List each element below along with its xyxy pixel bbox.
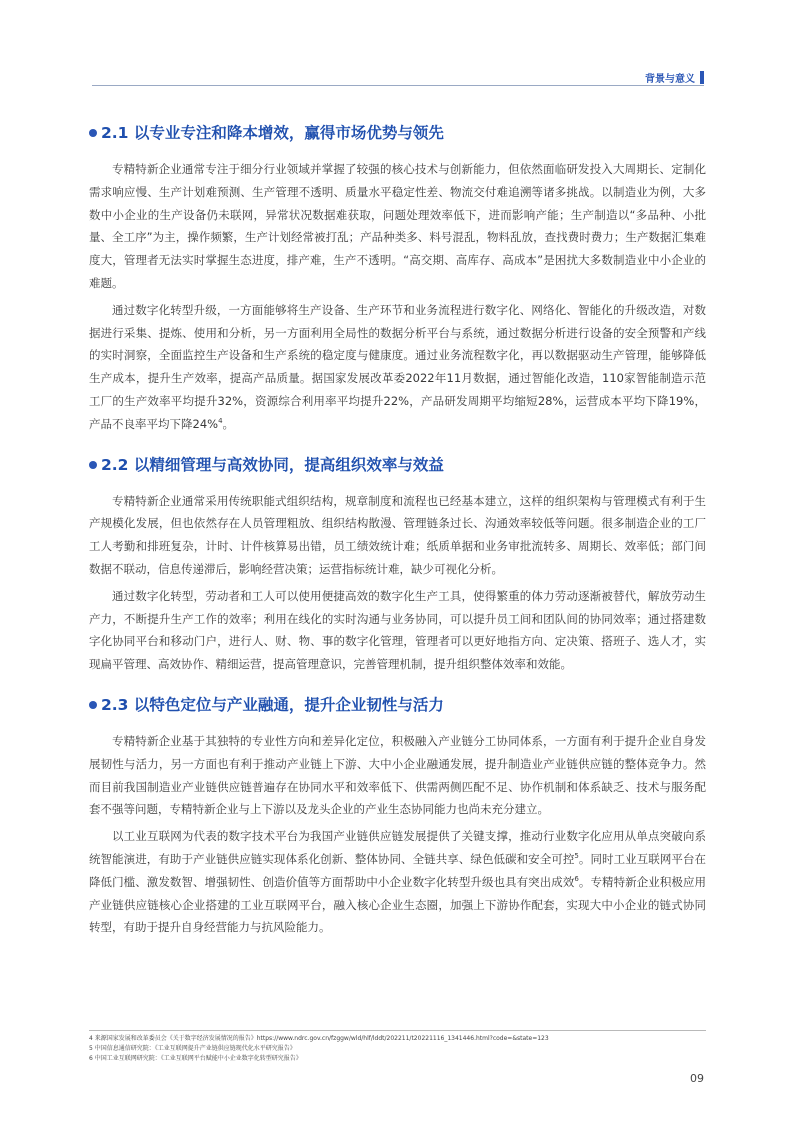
header-rule [92, 85, 704, 86]
section-heading [89, 454, 706, 476]
header-section-tag [645, 70, 704, 85]
paragraph: 通过数字化转型，劳动者和工人可以使用便捷高效的数字化生产工具，使得繁重的体力劳动逐渐被替代，解放劳动生产力，不断提升生产工作的效率；利用在线化的实时沟通与业务协同，可以提升员工间和团队间的协同效率；通过搭建数字化协同平台和移动门户，进行人、财、物、事的数字化管理，管理者可以更好地指方向、定决策、搭班子、选人才，实现扁平管理、高效协作、精细运营，提高管理意识，完善管理机制，提升组织整体效率和效能。 [89, 588, 706, 672]
section-title: 2.1 以专业专注和降本增效，赢得市场优势与领先 [101, 124, 444, 142]
main-content [89, 122, 706, 957]
footnote-item: 5 中国信息通信研究院：《工业互联网提升产业链供应链现代化水平研究报告》 [89, 1045, 296, 1052]
section-2-3 [89, 694, 706, 939]
bullet-dot-icon [89, 701, 97, 709]
section-heading [89, 694, 706, 716]
section-2-2 [89, 454, 706, 676]
paragraph: 专精特新企业通常专注于细分行业领域并掌握了较强的核心技术与创新能力，但依然面临研发投入大周期长、定制化需求响应慢、生产计划难预测、生产管理不透明、质量水平稳定性差、物流交付难追溯等诸多挑战。以制造业为例，大多数中小企业的生产设备仍未联网，异常状况数据难获取，问题处理效率低下，进而影响产能；生产制造以“多品种、小批量、全工序”为主，操作频繁，生产计划经常被打乱；产品种类多、料号混乱，物料乱放，查找费时费力；生产数据汇集难度大，管理者无法实时掌握生态进度，排产难，生产不透明。“高交期、高库存、高成本”是困扰大多数制造业中小企业的难题。 [89, 162, 706, 290]
footnotes [89, 1030, 706, 1064]
header-tag-bar [700, 71, 704, 84]
bullet-dot-icon [89, 461, 97, 469]
bullet-dot-icon [89, 129, 97, 137]
footnote-ref: 4 [218, 416, 223, 425]
footnote-ref: 6 [574, 874, 579, 883]
page-number: 09 [690, 1072, 704, 1085]
header-tag-text: 背景与意义 [645, 74, 695, 85]
section-heading [89, 122, 706, 144]
paragraph: 通过数字化转型升级，一方面能够将生产设备、生产环节和业务流程进行数字化、网络化、智能化的升级改造，对数据进行采集、提炼、使用和分析，另一方面利用全局性的数据分析平台与系统，通过数据分析进行设备的安全预警和产线的实时洞察，全面监控生产设备和生产系统的稳定度与健康度。通过业务流程数字化，再以数据驱动生产管理，能够降低生产成本，提升生产效率，提高产品质量。据国家发展改革委2022年11月数据，通过智能化改造，110家智能制造示范工厂的生产效率平均提升32%，资源综合利用率平均提升22%，产品研发周期平均缩短28%，运营成本平均下降19%，产品不良率平均下降24%$^4$。 [89, 302, 706, 431]
footnote-ref: 5 [574, 852, 579, 861]
footnote-item: 4 来源国家发展和改革委员会《关于数字经济发展情况的报告》https://www.ndrc.gov.cn/fzggw/wld/hlf/lddt/202211/t20221116_1341446.html?code=&state=123 [89, 1035, 549, 1042]
section-title: 2.2 以精细管理与高效协同，提高组织效率与效益 [101, 455, 444, 474]
paragraph: 以工业互联网为代表的数字技术平台为我国产业链供应链发展提供了关键支撑，推动行业数字化应用从单点突破向系统智能演进，有助于产业链供应链实现体系化创新、整体协同、全链共享、绿色低碳和安全可控$^5$。同时工业互联网平台在降低门槛、激发数智、增强韧性、创造价值等方面帮助中小企业数字化转型升级也具有突出成效$^6$。专精特新企业积极应用产业链供应链核心企业搭建的工业互联网平台，融入核心企业生态圈，加强上下游协作配套，实现大中小企业的链式协同转型，有助于提升自身经营能力与抗风险能力。 [89, 829, 707, 935]
section-2-1 [89, 122, 706, 436]
paragraph: 专精特新企业基于其独特的专业性方向和差异化定位，积极融入产业链分工协同体系，一方面有利于提升企业自身发展韧性与活力，另一方面也有利于推动产业链上下游、大中小企业融通发展，提升制造业产业链供应链的整体竞争力。然而目前我国制造业产业链供应链普遍存在协同水平和效率低下、供需两侧匹配不足、协作机制和体系缺乏、技术与服务配套不强等问题，专精特新企业与上下游以及龙头企业的产业生态协同能力也尚未充分建立。 [89, 733, 706, 817]
paragraph: 专精特新企业通常采用传统职能式组织结构，规章制度和流程也已经基本建立，这样的组织架构与管理模式有利于生产规模化发展，但也依然存在人员管理粗放、组织结构散漫、管理链条过长、沟通效率较低等问题。很多制造企业的工厂工人考勤和排班复杂，计时、计件核算易出错，员工绩效统计难；纸质单据和业务审批流转多、周期长、效率低；部门间数据不联动，信息传递滞后，影响经营决策；运营指标统计难，缺少可视化分析。 [89, 493, 706, 576]
section-title: 2.3 以特色定位与产业融通，提升企业韧性与活力 [101, 695, 444, 714]
footnote-item: 6 中国工业互联网研究院：《工业互联网平台赋能中小企业数字化转型研究报告》 [89, 1055, 302, 1062]
